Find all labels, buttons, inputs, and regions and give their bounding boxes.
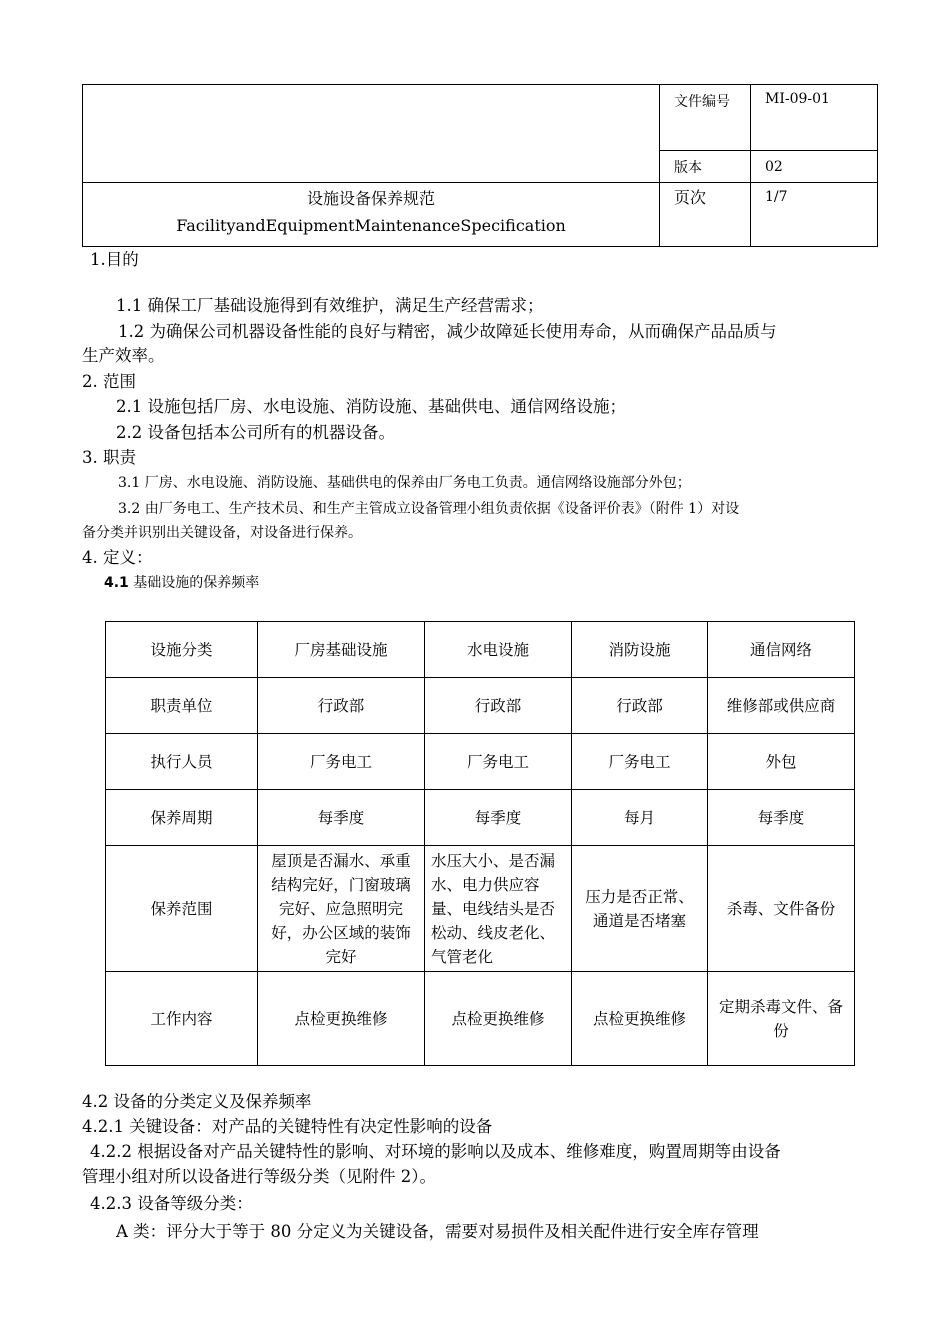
page-label: 页次: [660, 183, 751, 247]
section-2-heading: 2. 范围: [82, 372, 136, 391]
table-cell: 点检更换维修: [425, 972, 572, 1066]
doc-number-label: 文件编号: [660, 85, 751, 151]
section-4-1-heading: [104, 572, 259, 594]
table-cell: 执行人员: [106, 734, 258, 790]
section-4-2-1: 4.2.1 关键设备：对产品的关键特性有决定性影响的设备: [82, 1117, 493, 1136]
table-cell: 定期杀毒文件、备份: [708, 972, 855, 1066]
version-value: 02: [751, 151, 878, 183]
section-1-1: 1.1 确保工厂基础设施得到有效维护，满足生产经营需求；: [116, 296, 544, 315]
section-3-2-line2: 备分类并识别出关键设备，对设备进行保养。: [82, 525, 362, 541]
table-cell: 厂房基础设施: [258, 622, 425, 678]
document-title-en: FacilityandEquipmentMaintenanceSpecification: [176, 216, 566, 235]
section-3-heading: 3. 职责: [82, 448, 136, 467]
table-cell: 行政部: [425, 678, 572, 734]
header-blank-cell: [83, 85, 660, 183]
document-title-cell: [83, 183, 660, 247]
table-row: [106, 846, 855, 972]
section-4-2-2-line2: 管理小组对所以设备进行等级分类（见附件 2）。: [82, 1167, 436, 1186]
section-3-2-line1: 3.2 由厂务电工、生产技术员、和生产主管成立设备管理小组负责依据《设备评价表》（附件 1）对设: [118, 501, 740, 517]
table-cell: 每季度: [258, 790, 425, 846]
table-cell: 厂务电工: [572, 734, 708, 790]
table-cell: 通信网络: [708, 622, 855, 678]
section-2-1: 2.1 设施包括厂房、水电设施、消防设施、基础供电、通信网络设施；: [116, 397, 626, 416]
table-cell: 职责单位: [106, 678, 258, 734]
section-4-1-title: 基础设施的保养频率: [133, 575, 260, 591]
page-value: 1/7: [751, 183, 878, 247]
section-4-1-number: 4.1: [104, 575, 129, 591]
section-2-2: 2.2 设备包括本公司所有的机器设备。: [116, 423, 395, 442]
version-label: 版本: [660, 151, 751, 183]
table-row: [106, 622, 855, 678]
table-cell: 工作内容: [106, 972, 258, 1066]
section-4-2: 4.2 设备的分类定义及保养频率: [82, 1092, 312, 1111]
section-1-2-line1: 1.2 为确保公司机器设备性能的良好与精密，减少故障延长使用寿命，从而确保产品品质与: [118, 322, 777, 341]
facility-maintenance-table: [105, 621, 855, 1066]
table-cell: 外包: [708, 734, 855, 790]
table-cell: 每季度: [425, 790, 572, 846]
table-cell: 行政部: [572, 678, 708, 734]
doc-number-value: MI-09-01: [751, 85, 878, 151]
table-cell: 保养周期: [106, 790, 258, 846]
table-cell: 水电设施: [425, 622, 572, 678]
table-cell: 压力是否正常、通道是否堵塞: [572, 846, 708, 972]
table-cell: 水压大小、是否漏水、电力供应容量、电线结头是否松动、线皮老化、气管老化: [425, 846, 572, 972]
table-cell: 厂务电工: [425, 734, 572, 790]
table-cell: 点检更换维修: [572, 972, 708, 1066]
section-4-2-2-line1: 4.2.2 根据设备对产品关键特性的影响、对环境的影响以及成本、维修难度，购置周期等由设备: [90, 1142, 781, 1161]
table-cell: 点检更换维修: [258, 972, 425, 1066]
table-row: [106, 790, 855, 846]
table-cell: 行政部: [258, 678, 425, 734]
table-cell: 厂务电工: [258, 734, 425, 790]
section-4-2-3: 4.2.3 设备等级分类：: [90, 1194, 253, 1213]
section-1-heading: 1.目的: [90, 250, 139, 269]
table-row: [106, 734, 855, 790]
table-cell: 保养范围: [106, 846, 258, 972]
table-cell: 每月: [572, 790, 708, 846]
table-cell: 消防设施: [572, 622, 708, 678]
table-cell: 设施分类: [106, 622, 258, 678]
table-cell: 维修部或供应商: [708, 678, 855, 734]
table-row: [106, 972, 855, 1066]
document-title-cn: 设施设备保养规范: [306, 189, 435, 208]
section-4-heading: 4. 定义：: [82, 548, 153, 567]
table-cell: 屋顶是否漏水、承重结构完好，门窗玻璃完好、应急照明完好，办公区域的装饰完好: [258, 846, 425, 972]
section-1-2-line2: 生产效率。: [82, 346, 165, 365]
table-cell: 每季度: [708, 790, 855, 846]
table-cell: 杀毒、文件备份: [708, 846, 855, 972]
table-row: [106, 678, 855, 734]
document-header-table: [82, 84, 878, 247]
class-a-definition: A 类：评分大于等于 80 分定义为关键设备，需要对易损件及相关配件进行安全库存管理: [116, 1222, 759, 1241]
section-3-1: 3.1 厂房、水电设施、消防设施、基础供电的保养由厂务电工负责。通信网络设施部分外包；: [118, 475, 691, 491]
